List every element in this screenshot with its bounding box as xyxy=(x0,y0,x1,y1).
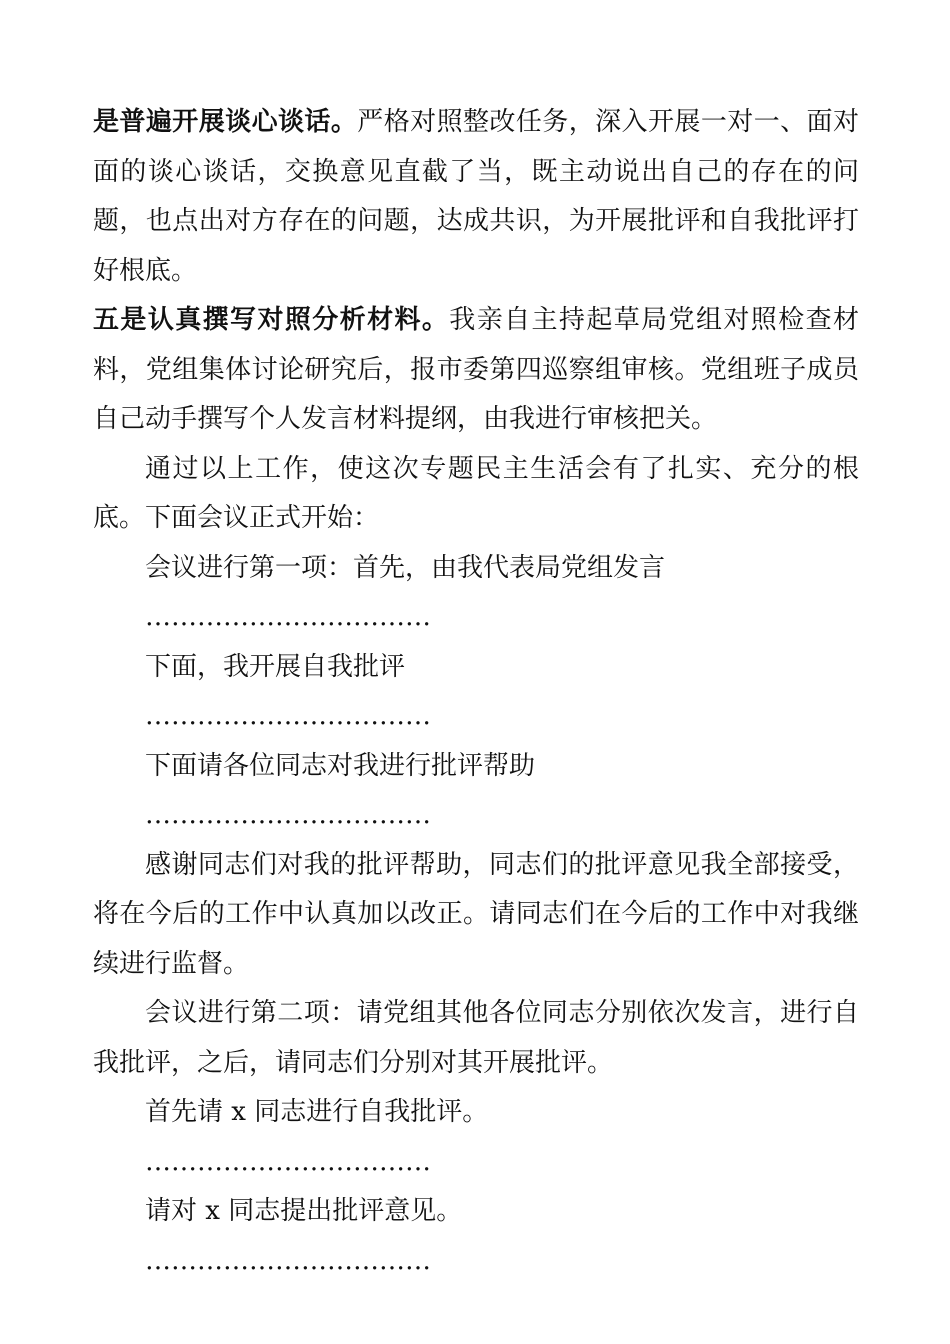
paragraph-lead-bold: 是普遍开展谈心谈话。 xyxy=(93,107,358,137)
paragraph-meeting-start: 通过以上工作，使这次专题民主生活会有了扎实、充分的根底。下面会议正式开始： xyxy=(93,453,859,533)
criticism-of-comrade: 请对 x 同志提出批评意见。 xyxy=(145,1196,463,1226)
paragraph-lead-bold: 五是认真撰写对照分析材料。 xyxy=(93,305,450,335)
paragraph-comparison-materials xyxy=(93,296,859,445)
ellipsis-separator: …………………………… xyxy=(145,800,431,830)
self-criticism-line: 下面，我开展自我批评 xyxy=(145,651,406,682)
paragraph-thanks: 感谢同志们对我的批评帮助，同志们的批评意见我全部接受，将在今后的工作中认真加以改正。请同志们在今后的工作中对我继续进行监督。 xyxy=(93,849,859,979)
paragraph-body: 严格对照整改任务，深入开展一对一、面对面的谈心谈话，交换意见直截了当，既主动说出自己的存在的问题，也点出对方存在的问题，达成共识，为开展批评和自我批评打好根底。 xyxy=(93,107,859,286)
paragraph-heart-to-heart-talks xyxy=(93,98,859,296)
ellipsis-separator: …………………………… xyxy=(145,1245,431,1276)
paragraph-body: 我亲自主持起草局党组对照检查材料，党组集体讨论研究后，报市委第四巡察组审核。党组班子成员自己动手撰写个人发言材料提纲，由我进行审核把关。 xyxy=(93,305,859,434)
document-page xyxy=(93,98,859,1286)
agenda-item-two: 会议进行第二项：请党组其他各位同志分别依次发言，进行自我批评，之后，请同志们分别对其开展批评。 xyxy=(93,998,859,1078)
ellipsis-separator: …………………………… xyxy=(145,1146,431,1177)
ellipsis-separator: …………………………… xyxy=(145,701,431,731)
first-comrade-self-criticism: 首先请 x 同志进行自我批评。 xyxy=(145,1097,489,1127)
criticism-request-line: 下面请各位同志对我进行批评帮助 xyxy=(145,750,536,781)
agenda-item-one: 会议进行第一项：首先，由我代表局党组发言 xyxy=(145,552,666,583)
ellipsis-separator: …………………………… xyxy=(145,602,431,632)
